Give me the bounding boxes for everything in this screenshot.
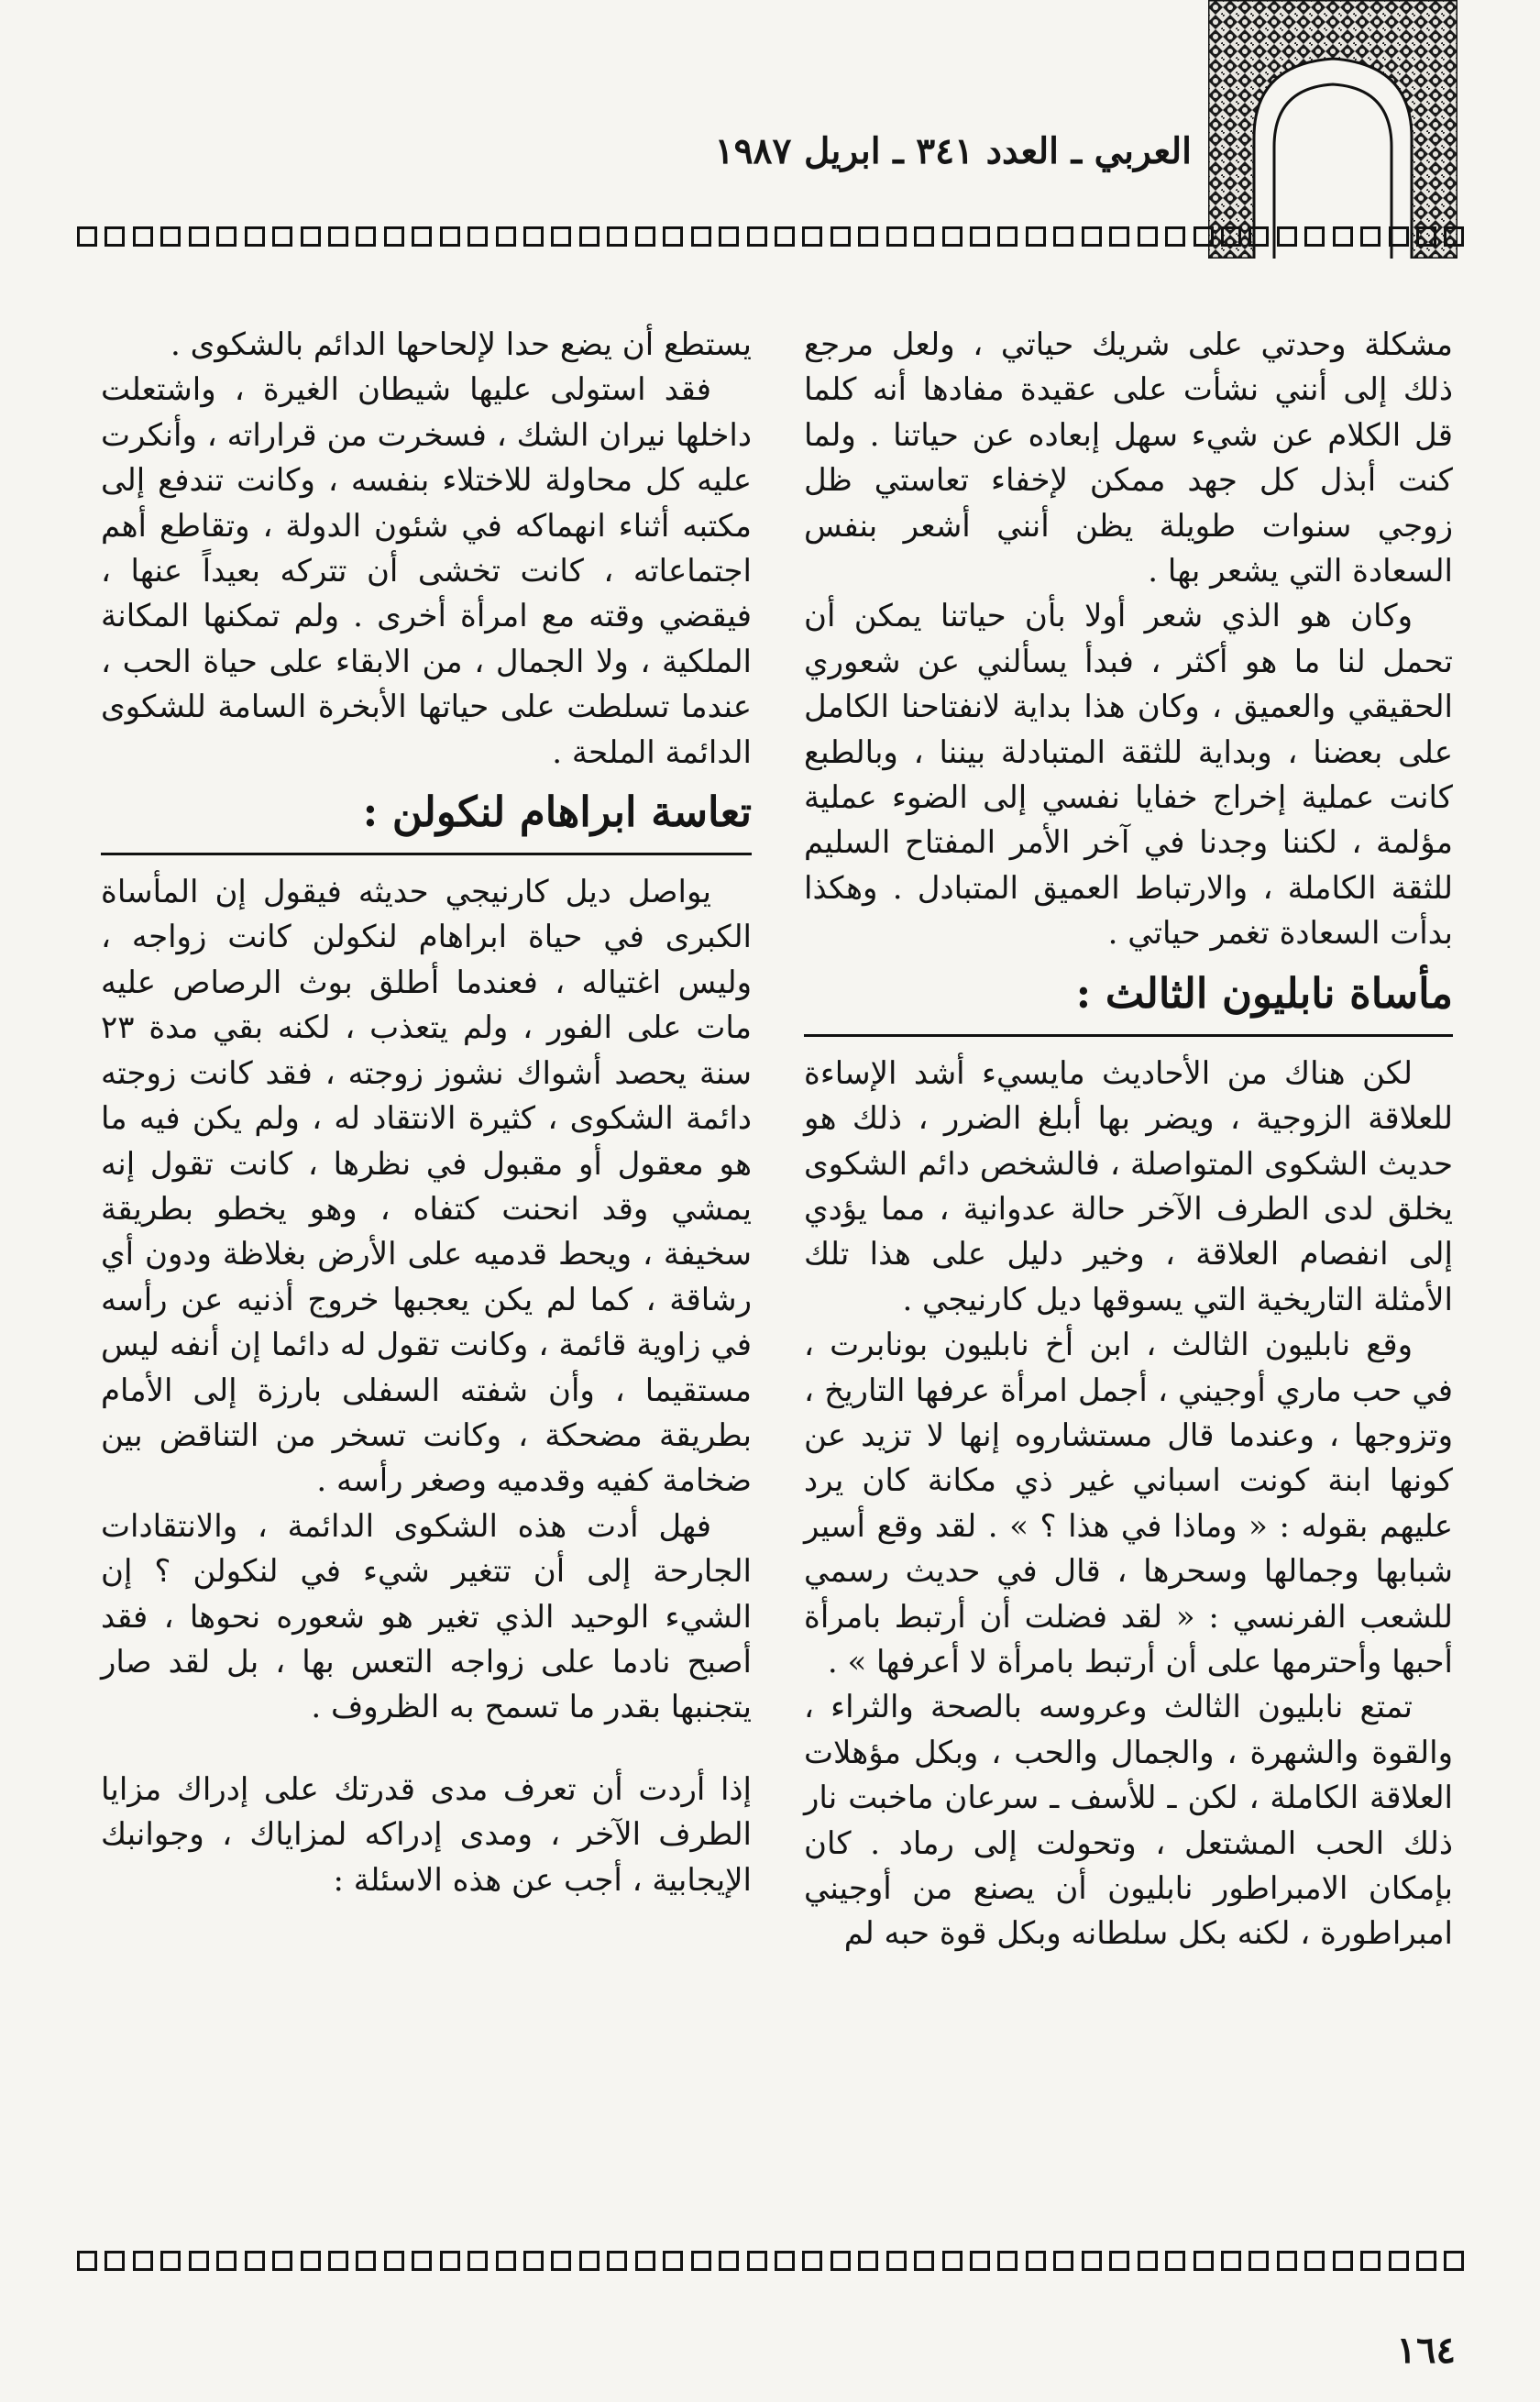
paragraph: يواصل ديل كارنيجي حديثه فيقول إن المأساة الكبرى في حياة ابراهام لنكولن كانت زواجه ، وليس اغتياله ، فعندما أطلق بوث الرصاص عليه مات على الفور ، ولم يتعذب ، لكنه بقي مدة ٢٣ سنة يحصد أشواك نشوز زوجته ، فقد كانت زوجته دائمة الشكوى ، كثيرة الانتقاد له ، ولم يكن فيه ما هو معقول أو مقبول في نظرها ، كانت تقول إنه يمشي وقد انحنت كتفاه ، وهو يخطو بطريقة سخيفة ، ويحط قدميه على الأرض بغلاظة ودون أي رشاقة ، كما لم يكن يعجبها خروج أذنيه عن رأسه في زاوية قائمة ، وكانت تقول له دائما إن أنفه ليس مستقيما ، وأن شفته السفلى بارزة إلى الأمام بطريقة مضحكة ، وكانت تسخر من التناقض بين ضخامة كفيه وقدميه وصغر رأسه .: [101, 874, 752, 1500]
paragraph: فقد استولى عليها شيطان الغيرة ، واشتعلت داخلها نيران الشك ، فسخرت من قراراته ، وأنكرت عليه كل محاولة للاختلاء بنفسه ، وكانت تندفع إلى مكتبه أثناء انهماكه في شئون الدولة ، وتقاطع أهم اجتماعاته ، كانت تخشى أن تتركه بعيداً عنها ، فيقضي وقته مع امرأة أخرى . ولم تمكنها المكانة الملكية ، ولا الجمال ، من الابقاء على حياة الحب ، عندما تسلطت على حياتها الأبخرة السامة للشكوى الدائمة الملحة .: [101, 371, 752, 771]
issue-header: العربي ـ العدد ٣٤١ ـ ابريل ١٩٨٧: [714, 130, 1192, 172]
paragraph: لكن هناك من الأحاديث مايسيء أشد الإساءة للعلاقة الزوجية ، ويضر بها أبلغ الضرر ، ذلك هو حديث الشكوى المتواصلة ، فالشخص دائم الشكوى يخلق لدى الطرف الآخر حالة عدوانية ، مما يؤدي إلى انفصام العلاقة ، وخير دليل على هذا تلك الأمثلة التاريخية التي يسوقها ديل كارنيجي .: [804, 1054, 1453, 1318]
section-heading-lincoln: تعاسة ابراهام لنكولن :: [101, 787, 752, 855]
right-column: [804, 323, 1453, 1957]
arabesque-ornament-icon: [1208, 0, 1458, 259]
paragraph: تمتع نابليون الثالث وعروسه بالصحة والثراء ، والقوة والشهرة ، والجمال والحب ، وبكل مؤهلات العلاقة الكاملة ، لكن ـ للأسف ـ سرعان ماخبت نار ذلك الحب المشتعل ، وتحولت إلى رماد . كان بإمكان الامبراطور نابليون أن يصنع من أوجيني امبراطورة ، لكنه بكل سلطانه وبكل قوة حبه لم: [804, 1689, 1453, 1953]
paragraph: فهل أدت هذه الشكوى الدائمة ، والانتقادات الجارحة إلى أن تتغير شيء في لنكولن ؟ إن الشيء الوحيد الذي تغير هو شعوره نحوها ، فقد أصبح نادما على زواجه التعس بها ، بل لقد صار يتجنبها بقدر ما تسمح به الظروف .: [101, 1507, 752, 1726]
top-square-border: [77, 221, 1465, 252]
paragraph: وكان هو الذي شعر أولا بأن حياتنا يمكن أن تحمل لنا ما هو أكثر ، فبدأ يسألني عن شعوري الحقيقي والعميق ، وكان هذا بداية لانفتاحنا الكامل على بعضنا ، وبداية للثقة المتبادلة بيننا ، وبالطبع كانت عملية إخراج خفايا نفسي إلى الضوء عملية مؤلمة ، لكننا وجدنا في آخر الأمر المفتاح السليم للثقة الكاملة ، والارتباط العميق المتبادل . وهكذا بدأت السعادة تغمر حياتي .: [804, 598, 1453, 953]
paragraph: مشكلة وحدتي على شريك حياتي ، ولعل مرجع ذلك إلى أنني نشأت على عقيدة مفادها أنه كلما قل الكلام عن شيء سهل إبعاده عن حياتنا . ولما كنت أبذل كل جهد ممكن لإخفاء تعاستي ظل زوجي سنوات طويلة يظن أنني أشعر بنفس السعادة التي يشعر بها .: [804, 326, 1453, 590]
paragraph: يستطع أن يضع حدا لإلحاحها الدائم بالشكوى .: [170, 326, 752, 363]
section-heading-napoleon: مأساة نابليون الثالث :: [804, 968, 1453, 1037]
page-number: ١٦٤: [1396, 2329, 1456, 2372]
bottom-square-border: [77, 2245, 1465, 2276]
left-column: [101, 323, 752, 1903]
closing-paragraph: إذا أردت أن تعرف مدى قدرتك على إدراك مزايا الطرف الآخر ، ومدى إدراكه لمزاياك ، وجوانبك الإيجابية ، أجب عن هذه الاسئلة :: [101, 1770, 752, 1899]
paragraph: وقع نابليون الثالث ، ابن أخ نابليون بونابرت ، في حب ماري أوجيني ، أجمل امرأة عرفها التاريخ ، وتزوجها ، وعندما قال مستشاروه إنها لا تزيد عن كونها ابنة كونت اسباني غير ذي مكانة كان يرد عليهم بقوله : « وماذا في هذا ؟ » . لقد وقع أسير شبابها وجمالها وسحرها ، قال في حديث رسمي للشعب الفرنسي : « لقد فضلت أن أرتبط بامرأة أحبها وأحترمها على أن أرتبط بامرأة لا أعرفها » .: [804, 1327, 1453, 1680]
